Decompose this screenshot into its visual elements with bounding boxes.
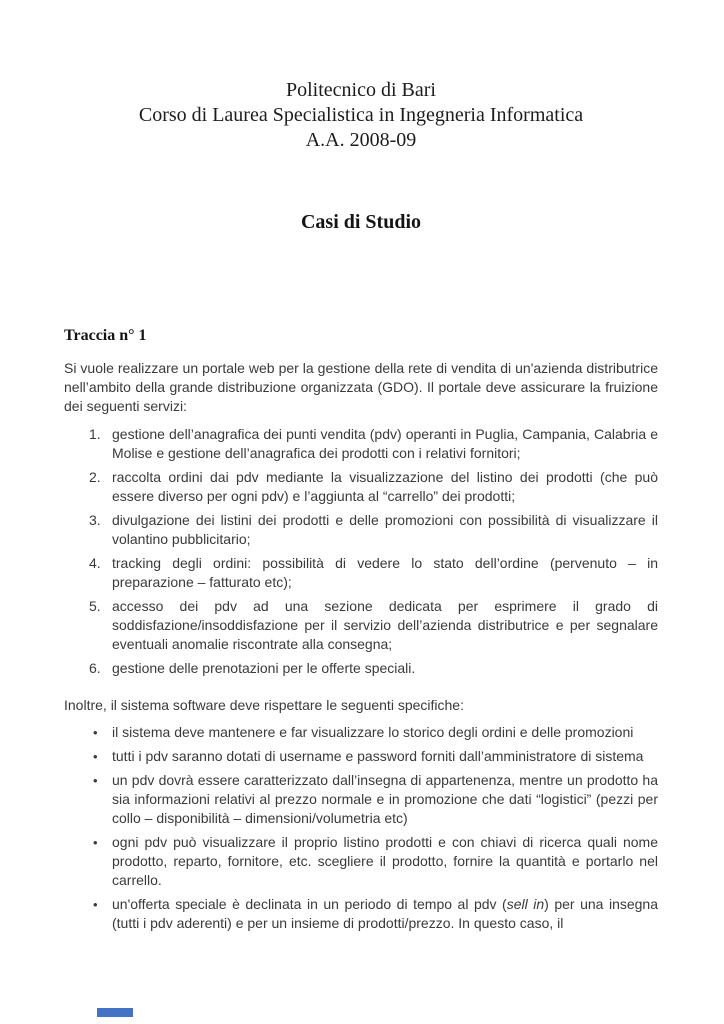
italic-term: sell in <box>506 896 545 912</box>
list-item-text-pre: un'offerta speciale è declinata in un periodo di tempo al pdv ( <box>112 896 507 912</box>
list-item <box>64 833 658 890</box>
list-item-text: tracking degli ordini: possibilità di vedere lo stato dell’ordine (pervenuto – in preparazione – fatturato etc); <box>112 555 658 590</box>
list-item <box>64 747 658 766</box>
list-item <box>64 723 658 742</box>
list-item <box>64 425 658 463</box>
list-item-text: divulgazione dei listini dei prodotti e delle promozioni con possibilità di visualizzare il volantino pubblicitario; <box>112 512 658 547</box>
course-line: Corso di Laurea Specialistica in Ingegneria Informatica <box>138 104 584 126</box>
doc-header <box>64 78 658 153</box>
list-number: 4. <box>89 555 101 571</box>
list-item <box>64 468 658 506</box>
bullet-icon: • <box>93 897 98 912</box>
blue-bar <box>97 1008 133 1017</box>
list-item <box>64 771 658 828</box>
list-number: 1. <box>89 426 101 442</box>
list-item-text: gestione delle prenotazioni per le offerte speciali. <box>112 660 416 676</box>
specs-intro-paragraph: Inoltre, il sistema software deve rispettare le seguenti specifiche: <box>64 697 464 713</box>
list-item-text <box>112 895 658 933</box>
list-item-text-post: ) per una insegna (tutti i pdv aderenti) e per un insieme di prodotti/prezzo. In questo caso, il <box>112 896 658 931</box>
list-item-text: gestione dell’anagrafica dei punti vendita (pdv) operanti in Puglia, Campania, Calabria e Molise e gestione dell’anagrafica dei prodotti con i relativi fornitori; <box>112 426 658 461</box>
list-item <box>64 554 658 592</box>
specs-list <box>64 723 658 933</box>
bullet-icon: • <box>93 835 98 850</box>
list-item <box>64 659 658 678</box>
bullet-icon: • <box>93 749 98 764</box>
list-item-text: il sistema deve mantenere e far visualizzare lo storico degli ordini e delle promozioni <box>112 724 634 740</box>
list-item-text: raccolta ordini dai pdv mediante la visualizzazione del listino dei prodotti (che può essere diverso per ogni pdv) e l’aggiunta al “carrello” dei prodotti; <box>112 469 658 504</box>
list-number: 6. <box>89 660 101 676</box>
bullet-icon: • <box>93 725 98 740</box>
bullet-icon: • <box>93 773 98 788</box>
list-item-text: tutti i pdv saranno dotati di username e password forniti dall’amministratore di sistema <box>112 748 644 764</box>
list-item <box>64 895 658 933</box>
list-number: 2. <box>89 469 101 485</box>
list-item-text: un pdv dovrà essere caratterizzato dall’insegna di appartenenza, mentre un prodotto ha sia informazioni relativi al prezzo normale e in promozione che dati “logistici” (pezzi per collo – disponibilità – dimensioni/volumetria etc) <box>112 772 658 826</box>
services-list <box>64 425 658 678</box>
institution-line: Politecnico di Bari <box>286 79 436 101</box>
list-item <box>64 511 658 549</box>
section-heading: Traccia n° 1 <box>64 327 147 344</box>
list-item-text: accesso dei pdv ad una sezione dedicata per esprimere il grado di soddisfazione/insoddisfazione per il servizio dell’azienda distributrice e per segnalare eventuali anomalie riscontrate alla consegna; <box>112 598 658 652</box>
list-item-text: ogni pdv può visualizzare il proprio listino prodotti e con chiavi di ricerca quali nome prodotto, reparto, fornitore, etc. scegliere il prodotto, fornire la quantità e portarlo nel carrello. <box>112 834 658 888</box>
list-number: 5. <box>89 598 101 614</box>
academic-year-line: A.A. 2008-09 <box>305 129 417 151</box>
intro-paragraph: Si vuole realizzare un portale web per la gestione della rete di vendita di un'azienda distributrice nell’ambito della grande distribuzione organizzata (GDO). Il portale deve assicurare la fruizione dei seguenti servizi: <box>64 360 658 414</box>
doc-title: Casi di Studio <box>300 211 422 233</box>
list-number: 3. <box>89 512 101 528</box>
list-item <box>64 597 658 654</box>
